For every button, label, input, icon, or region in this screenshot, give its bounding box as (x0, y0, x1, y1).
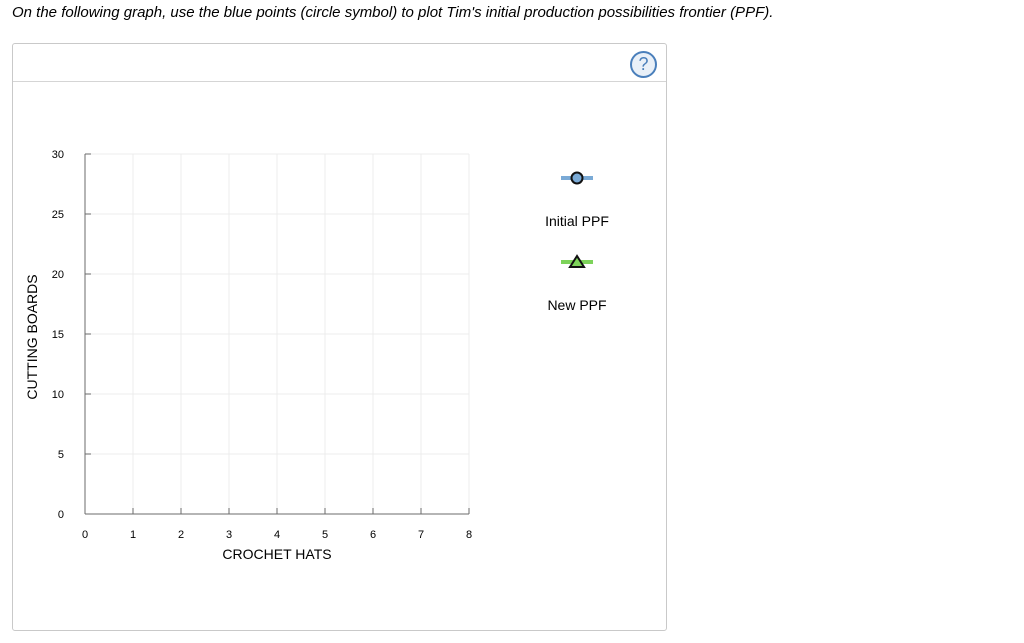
x-tick-label: 0 (81, 529, 89, 541)
y-tick-label: 15 (51, 329, 64, 341)
legend-label: Initial PPF (545, 213, 609, 229)
y-tick-label: 20 (51, 269, 64, 281)
y-axis-label: CUTTING BOARDS (24, 274, 40, 400)
legend-circle-icon[interactable] (572, 173, 583, 184)
x-tick-label: 7 (417, 529, 425, 541)
grid-lines (85, 154, 469, 514)
help-icon[interactable]: ? (630, 51, 657, 78)
y-tick-label: 10 (51, 389, 64, 401)
x-tick-label: 5 (321, 529, 329, 541)
x-tick-label: 3 (225, 529, 233, 541)
x-axis-label: CROCHET HATS (222, 546, 332, 562)
y-tick-label: 5 (57, 449, 64, 461)
x-tick-label: 6 (369, 529, 377, 541)
x-tick-label: 2 (177, 529, 185, 541)
x-tick-label: 8 (465, 529, 473, 541)
x-tick-label: 1 (129, 529, 137, 541)
x-tick-label: 4 (273, 529, 281, 541)
legend (545, 173, 609, 314)
y-tick-label: 25 (51, 209, 64, 221)
y-tick-label: 0 (57, 509, 64, 521)
legend-label: New PPF (547, 297, 607, 313)
axis-ticks (52, 149, 472, 541)
y-tick-label: 30 (51, 149, 64, 161)
instruction-text: On the following graph, use the blue points (circle symbol) to plot Tim's initial production possibilities frontier (PPF). (12, 4, 774, 21)
